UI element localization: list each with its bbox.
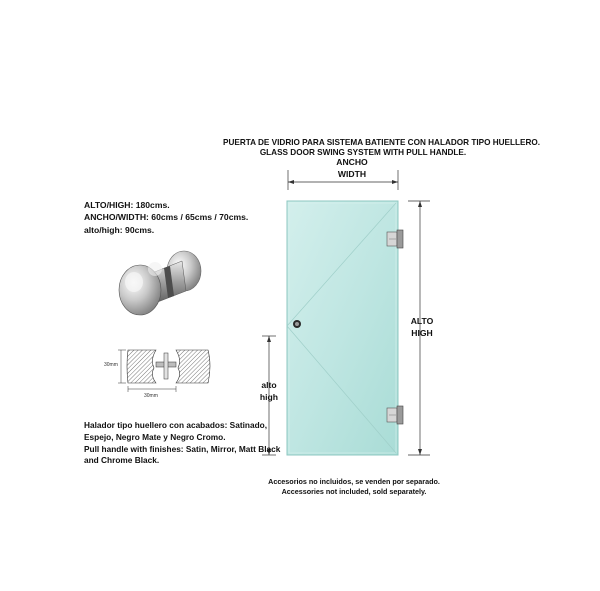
finishes-description xyxy=(84,420,280,467)
width-label-en: WIDTH xyxy=(337,168,367,179)
note-line-en: Accessories not included, sold separately. xyxy=(281,487,427,497)
width-label-es: ANCHO xyxy=(336,157,368,167)
finishes-line-1: Halador tipo huellero con acabados: Satinado, xyxy=(84,420,268,430)
width-label xyxy=(312,157,392,180)
handle-section-drawing xyxy=(118,350,210,392)
note-line-es: Accesorios no incluidos, se venden por separado. xyxy=(268,477,440,486)
door-handle-knob xyxy=(293,320,301,328)
height-spec: ALTO/HIGH: 180cms. xyxy=(84,200,170,210)
handle-height-spec: alto/high: 90cms. xyxy=(84,224,155,235)
handle-height-label xyxy=(252,380,286,403)
handle-height-label-en: high xyxy=(259,391,279,402)
handle-height-label-es: alto xyxy=(261,380,277,390)
height-label xyxy=(402,316,442,339)
glass-door xyxy=(287,201,398,455)
finishes-line-3: Pull handle with finishes: Satin, Mirror, Matt Black xyxy=(84,443,281,454)
top-hinge xyxy=(387,230,403,248)
handle-photo xyxy=(119,251,201,315)
finishes-line-2: Espejo, Negro Mate y Negro Cromo. xyxy=(84,431,226,442)
accessories-note xyxy=(262,477,446,497)
title-line-es: PUERTA DE VIDRIO PARA SISTEMA BATIENTE CON HALADOR TIPO HUELLERO. xyxy=(223,138,541,147)
height-label-en: HIGH xyxy=(411,327,433,338)
bottom-hinge xyxy=(387,406,403,424)
finishes-line-4: and Chrome Black. xyxy=(84,455,160,466)
section-width-dim: 30mm xyxy=(144,393,158,399)
width-spec: ANCHO/WIDTH: 60cms / 65cms / 70cms. xyxy=(84,212,249,223)
section-height-dim: 30mm xyxy=(104,362,118,368)
height-label-es: ALTO xyxy=(410,316,434,326)
title-line-en: GLASS DOOR SWING SYSTEM WITH PULL HANDLE. xyxy=(259,148,467,158)
